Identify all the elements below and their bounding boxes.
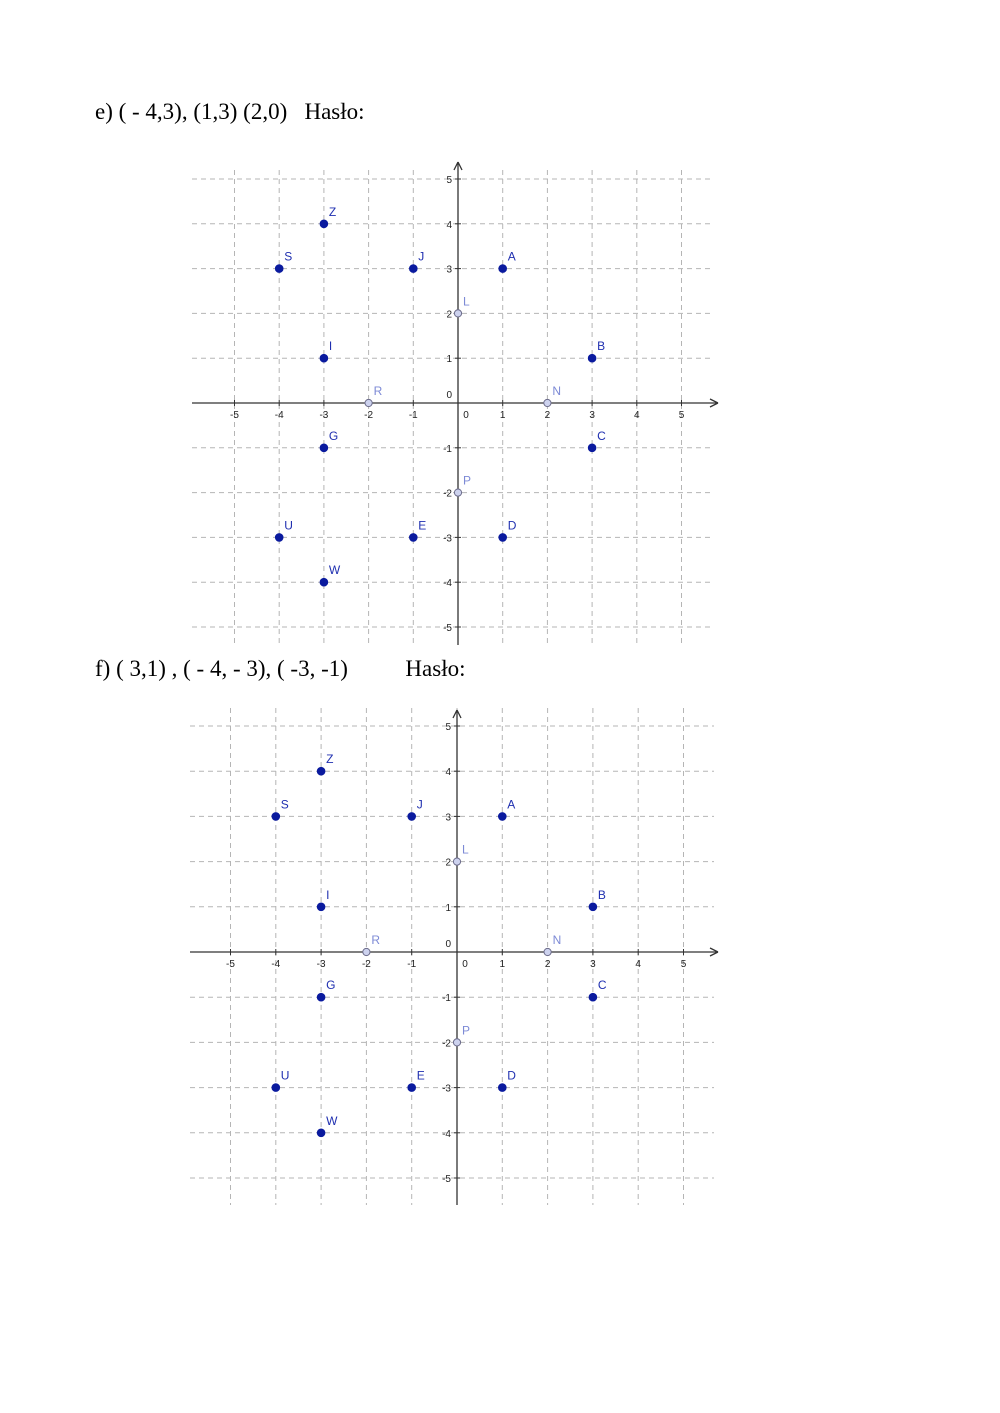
point-d <box>499 1084 507 1092</box>
point-label-b: B <box>597 887 606 902</box>
y-tick-label: 1 <box>446 354 452 366</box>
y-tick-label: -1 <box>442 993 451 1005</box>
x-tick-label: -5 <box>226 959 235 970</box>
task-f-answer-label: Hasło: <box>405 656 466 681</box>
y-tick-label: 3 <box>445 812 451 824</box>
points <box>272 752 607 1136</box>
y-tick-label: -1 <box>443 443 452 455</box>
y-tick-label: -5 <box>442 1174 451 1185</box>
point-label-r: R <box>371 933 381 947</box>
point-label-a: A <box>507 797 516 812</box>
point-label-d: D <box>507 518 517 533</box>
point-label-w: W <box>326 1113 338 1128</box>
point-p <box>453 1039 460 1046</box>
point-label-u: U <box>280 1068 290 1083</box>
point-label-n: N <box>552 933 562 947</box>
point-label-i: I <box>328 339 333 354</box>
point-i <box>317 903 325 911</box>
x-tick-label: -1 <box>408 410 418 421</box>
y-tick-label: 2 <box>446 309 452 321</box>
x-tick-label: -5 <box>230 410 239 421</box>
x-tick-label: -3 <box>316 959 326 970</box>
point-label-s: S <box>280 797 289 812</box>
y-tick-label: 1 <box>445 902 451 914</box>
x-tick-label: 4 <box>634 410 640 421</box>
point-label-i: I <box>326 887 330 902</box>
point-c <box>589 993 597 1001</box>
point-label-g: G <box>328 428 339 443</box>
x-tick-label: 4 <box>635 959 641 970</box>
point-label-p: P <box>463 473 472 488</box>
point-label-z: Z <box>328 204 337 219</box>
point-label-a: A <box>507 249 516 264</box>
x-tick-label: 2 <box>544 959 551 970</box>
point-label-l: L <box>463 294 470 309</box>
y-tick-label: 5 <box>446 175 452 186</box>
point-label-g: G <box>326 978 336 993</box>
x-tick-label: 3 <box>589 410 595 421</box>
point-label-w: W <box>328 563 341 578</box>
point-label-j: J <box>418 249 425 264</box>
task-f-prompt: f) ( 3,1) , ( - 4, - 3), ( -3, -1) <box>95 656 348 681</box>
point-z <box>317 767 325 775</box>
point-label-e: E <box>416 1068 425 1083</box>
point-label-b: B <box>597 339 606 354</box>
point-j <box>408 813 416 821</box>
y-tick-label: -2 <box>443 488 452 500</box>
y-tick-label: 3 <box>446 264 452 276</box>
y-tick-label: -3 <box>442 1083 451 1095</box>
y-tick-label-origin: 0 <box>445 939 451 950</box>
point-label-p: P <box>462 1023 471 1038</box>
point-s <box>272 813 280 821</box>
x-tick-label: 2 <box>544 410 551 421</box>
y-tick-label: 4 <box>445 767 451 779</box>
axes <box>190 710 718 1205</box>
x-tick-label-origin: 0 <box>463 410 469 421</box>
point-r <box>363 948 370 955</box>
point-label-r: R <box>373 384 383 398</box>
point-label-l: L <box>462 842 469 857</box>
point-label-z: Z <box>326 752 334 767</box>
point-b <box>589 903 597 911</box>
point-a <box>499 813 507 821</box>
x-tick-label: -1 <box>407 959 417 970</box>
point-label-s: S <box>284 249 293 264</box>
y-tick-label: -2 <box>442 1038 451 1050</box>
point-n <box>544 948 551 955</box>
x-tick-label-origin: 0 <box>462 959 468 970</box>
y-tick-label: 5 <box>445 722 451 733</box>
x-tick-label: -4 <box>274 410 284 421</box>
point-label-c: C <box>597 978 607 993</box>
point-e <box>408 1084 416 1092</box>
point-l <box>453 858 460 865</box>
task-e-prompt: e) ( - 4,3), (1,3) (2,0) <box>95 99 288 124</box>
y-tick-label: -4 <box>443 578 452 590</box>
point-g <box>317 993 325 1001</box>
x-tick-label: -2 <box>361 959 371 970</box>
y-tick-label: 4 <box>446 219 452 231</box>
point-u <box>272 1084 280 1092</box>
x-tick-label: -4 <box>271 959 281 970</box>
x-tick-label: -2 <box>364 410 374 421</box>
y-tick-label: -5 <box>443 623 452 634</box>
y-tick-label: -4 <box>442 1128 451 1140</box>
point-label-d: D <box>507 1068 516 1083</box>
point-label-n: N <box>552 384 562 398</box>
point-label-e: E <box>418 518 427 533</box>
y-tick-label-origin: 0 <box>446 390 452 401</box>
task-e-answer-label: Hasło: <box>304 99 365 124</box>
x-tick-label: 3 <box>590 959 596 970</box>
point-label-c: C <box>597 428 606 443</box>
point-label-j: J <box>416 797 423 812</box>
point-label-u: U <box>284 518 293 533</box>
x-tick-label: 5 <box>680 959 687 970</box>
y-tick-label: -3 <box>443 533 452 545</box>
x-tick-label: 1 <box>499 410 506 421</box>
x-tick-label: -3 <box>319 410 329 421</box>
grid-lines <box>190 708 714 1205</box>
x-tick-label: 5 <box>678 410 685 421</box>
x-tick-label: 1 <box>499 959 506 970</box>
point-w <box>317 1129 325 1137</box>
y-tick-label: 2 <box>445 857 451 869</box>
